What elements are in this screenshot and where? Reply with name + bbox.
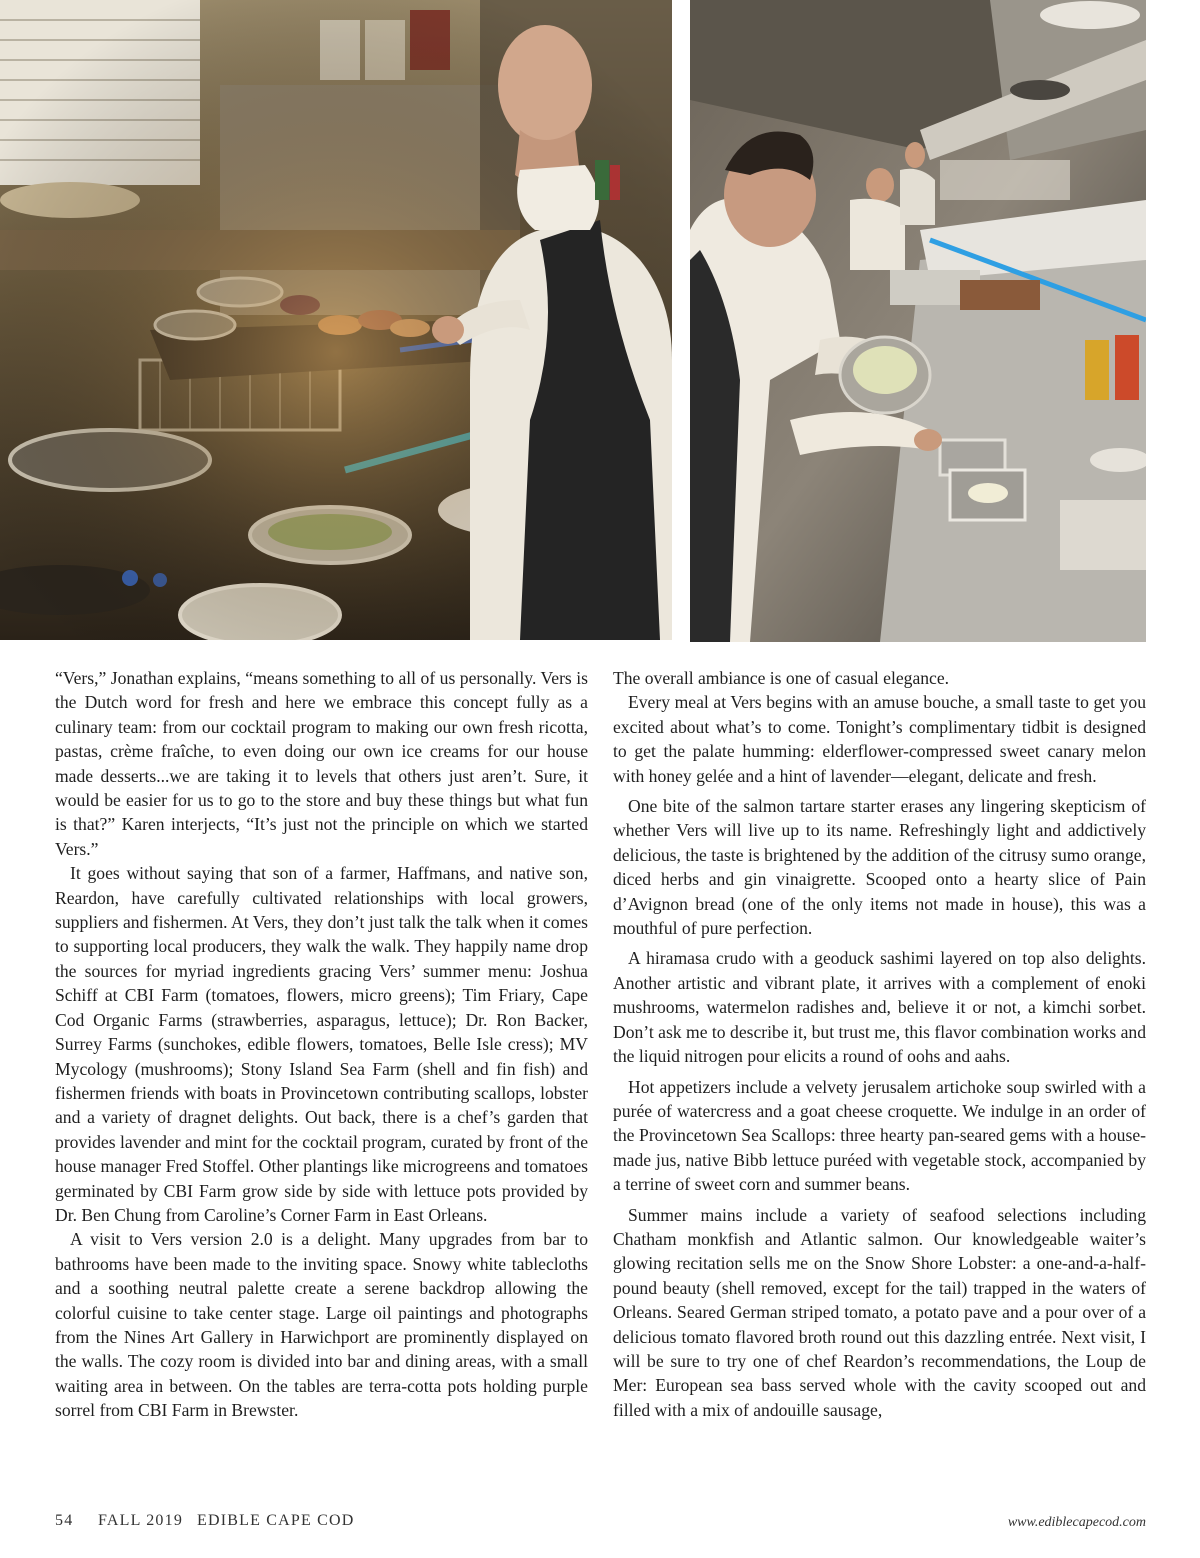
paragraph: A hiramasa crudo with a geoduck sashimi layered on top also delights. Another artistic and vibrant plate, it arrives with a complement of enoki mushrooms, watermelon radishes and, believe it or not, a kimchi sorbet. Don’t ask me to describe it, but trust me, this flavor combination works and the liquid nitrogen pour elicits a round of oohs and aahs.	[613, 948, 1146, 1067]
paragraph: Hot appetizers include a velvety jerusalem artichoke soup swirled with a purée of watercress and a goat cheese croquette. We indulge in an order of the Provincetown Sea Scallops: three hearty pan-seared gems with a house-made jus, native Bibb lettuce puréed with vegetable stock, accompanied by a terrine of sweet corn and summer beans.	[613, 1076, 1146, 1195]
paragraph: It goes without saying that son of a farmer, Haffmans, and native son, Reardon, have carefully cultivated relationships with local growers, suppliers and fishermen. At Vers, they don’t just talk the talk when it comes to supporting local producers, they walk the walk. They happily name drop the sources for myriad ingredients gracing Vers’ summer menu: Joshua Schiff at CBI Farm (tomatoes, flowers, micro greens); Tim Friary, Cape Cod Organic Farms (strawberries, asparagus, lettuce); Dr. Ron Backer, Surrey Farms (sunchokes, edible flowers, tomatoes, Belle Isle cress); MV Mycology (mushrooms); Stony Island Sea Farm (shell and fin fish) and fishermen friends with boats in Provincetown contributing scallops, lobster and a variety of dragnet delights. Out back, there is a chef’s garden that provides lavender and mint for the cocktail program, curated by front of the house manager Fred Stoffel. Other plantings like microgreens and tomatoes germinated by CBI Farm grow side by side with lettuce pots provided by Dr. Ben Chung from Caroline’s Corner Farm in East Orleans.	[55, 863, 589, 1225]
photo-cooks-plating	[690, 0, 1146, 642]
article-column-right	[613, 666, 1146, 1422]
paragraph: “Vers,” Jonathan explains, “means something to all of us personally. Vers is the Dutch word for fresh and here we embrace this concept fully as a culinary team: from our cocktail program to making our own fresh ricotta, pastas, crème fraîche, to even doing our own ice creams for our house made desserts...we are taking it to levels that others just aren’t. Sure, it would be easier for us to go to the store and buy these things but what fun is that?” Karen interjects, “It’s just not the principle on which we started Vers.”	[55, 668, 588, 859]
paragraph: The overall ambiance is one of casual elegance.	[613, 668, 950, 688]
paragraph: A visit to Vers version 2.0 is a delight. Many upgrades from bar to bathrooms have been made to the inviting space. Snowy white tablecloths and a soothing neutral palette create a serene backdrop allowing the colorful cuisine to take center stage. Large oil paintings and photographs from the Nines Art Gallery in Harwichport are prominently displayed on the walls. The cozy room is divided into bar and dining areas, with a small waiting area in between. On the tables are terra-cotta pots holding purple sorrel from CBI Farm in Brewster.	[55, 1229, 588, 1421]
paragraph: Summer mains include a variety of seafood selections including Chatham monkfish and Atlantic salmon. Our knowledgeable waiter’s glowing recitation sells me on the Snow Shore Lobster: a one-and-a-half-pound beauty (shell removed, except for the tail) trapped in the waters of Orleans. Seared German striped tomato, a potato pave and a pour over of a delicious tomato flavored broth round out this dazzling entrée. Next visit, I will be sure to try one of chef Reardon’s recommendations, the Loup de Mer: European sea bass served whole with the cavity scooped out and filled with a mix of andouille sausage,	[613, 1204, 1146, 1420]
paragraph: One bite of the salmon tartare starter erases any lingering skepticism of whether Vers will live up to its name. Refreshingly light and addictively delicious, the taste is brightened by the addition of the citrusy sumo orange, diced herbs and gin vinaigrette. Scooped onto a hearty slice of Pain d’Avignon bread (one of the only items not made in house), this was a mouthful of pure perfection.	[613, 796, 1146, 939]
website-link[interactable]: www.ediblecapecod.com	[1007, 1515, 1146, 1530]
issue-season: FALL 2019	[98, 1512, 184, 1529]
page-number: 54	[55, 1512, 74, 1529]
magazine-name: EDIBLE CAPE COD	[197, 1512, 355, 1529]
paragraph: Every meal at Vers begins with an amuse bouche, a small taste to get you excited about what’s to come. Tonight’s complimentary tidbit is designed to get the palate humming: elderflower-compressed sweet canary melon with honey gelée and a hint of lavender—elegant, delicate and fresh.	[613, 692, 1146, 786]
article-column-left	[55, 666, 588, 1423]
photo-chef-at-range	[0, 0, 672, 640]
